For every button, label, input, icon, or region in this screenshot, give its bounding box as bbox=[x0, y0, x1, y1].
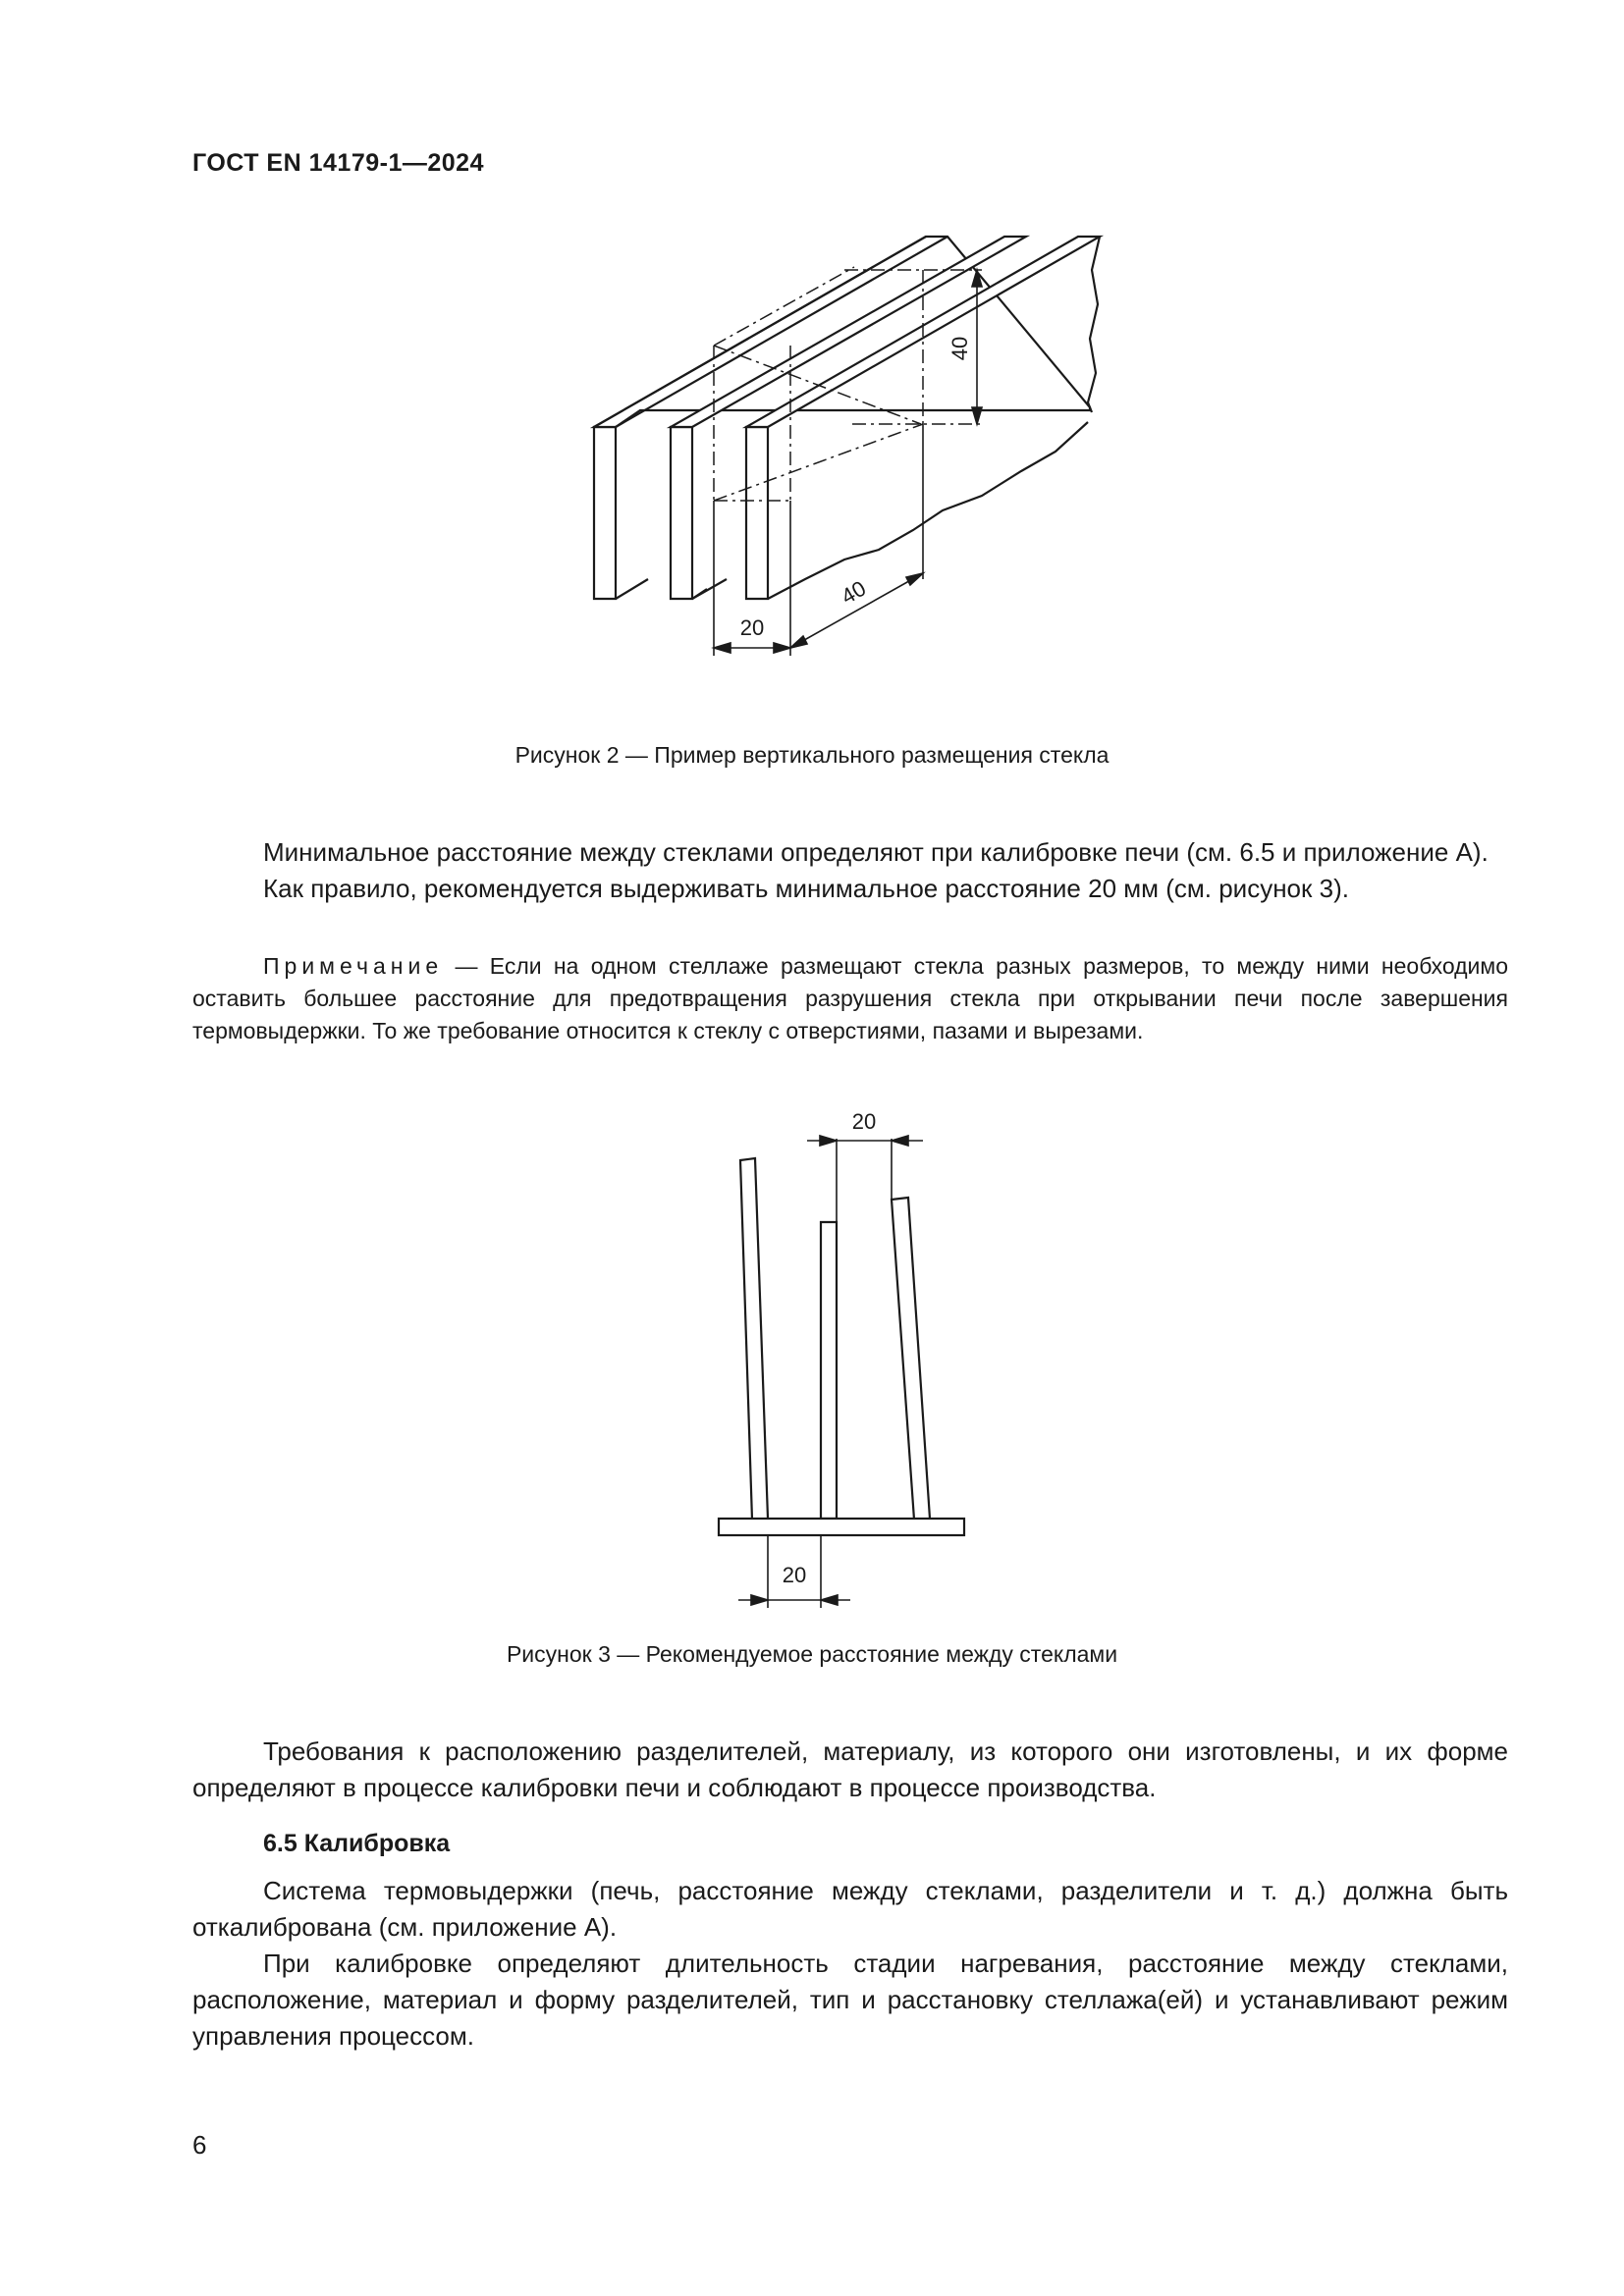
glass-panel-3 bbox=[746, 427, 768, 599]
dim-top-label: 20 bbox=[851, 1109, 877, 1134]
note-label: Примечание bbox=[263, 953, 444, 979]
note-block bbox=[192, 950, 1508, 1047]
page-number: 6 bbox=[192, 2130, 207, 2160]
figure-3-drawing bbox=[707, 1099, 1001, 1610]
note-text: — Если на одном стеллаже размещают стекла разных размеров, то между ними необходимо оставить большее расстояние для предотвращения разрушения стекла при открывании печи после завершения термовыдержки. То же требование относится к стеклу с отверстиями, пазами и вырезами. bbox=[192, 953, 1508, 1043]
document-code: ГОСТ EN 14179-1—2024 bbox=[192, 149, 484, 177]
dim-bottom-label: 20 bbox=[782, 1563, 807, 1587]
tilted-glass-left bbox=[740, 1158, 768, 1520]
figure-3-caption: Рисунок 3 — Рекомендуемое расстояние между стеклами bbox=[506, 1641, 1118, 1667]
figure-2-caption: Рисунок 2 — Пример вертикального размещения стекла bbox=[514, 742, 1110, 768]
glass-panel-2 bbox=[671, 427, 692, 599]
paragraph-block-1 bbox=[192, 834, 1508, 907]
paragraph: Как правило, рекомендуется выдерживать минимальное расстояние 20 мм (см. рисунок 3). bbox=[263, 874, 1349, 903]
paragraph: При калибровке определяют длительность стадии нагревания, расстояние между стеклами, расположение, материал и форму разделителей, тип и расстановку стеллажа(ей) и устанавливают режим управления процессом. bbox=[192, 1949, 1508, 2051]
upright-glass-center bbox=[821, 1222, 837, 1519]
dim-depth-label: 40 bbox=[837, 575, 871, 610]
dim-height-label: 40 bbox=[947, 336, 972, 361]
paragraph-block-2 bbox=[192, 1734, 1508, 1806]
paragraph: Система термовыдержки (печь, расстояние между стеклами, разделители и т. д.) должна быть откалибрована (см. приложение А). bbox=[192, 1876, 1508, 1942]
paragraph: Минимальное расстояние между стеклами определяют при калибровке печи (см. 6.5 и приложение А). bbox=[263, 837, 1489, 867]
section-heading: 6.5 Калибровка bbox=[263, 1830, 451, 1857]
figure-2-drawing bbox=[550, 221, 1139, 682]
paragraph-block-3 bbox=[192, 1873, 1508, 2055]
tilted-glass-right bbox=[892, 1198, 930, 1520]
dim-width-label: 20 bbox=[739, 615, 765, 640]
rack-base bbox=[719, 1519, 964, 1535]
paragraph: Требования к расположению разделителей, материалу, из которого они изготовлены, и их форме определяют в процессе калибровки печи и соблюдают в процессе производства. bbox=[192, 1736, 1508, 1802]
glass-panel-1 bbox=[594, 427, 616, 599]
